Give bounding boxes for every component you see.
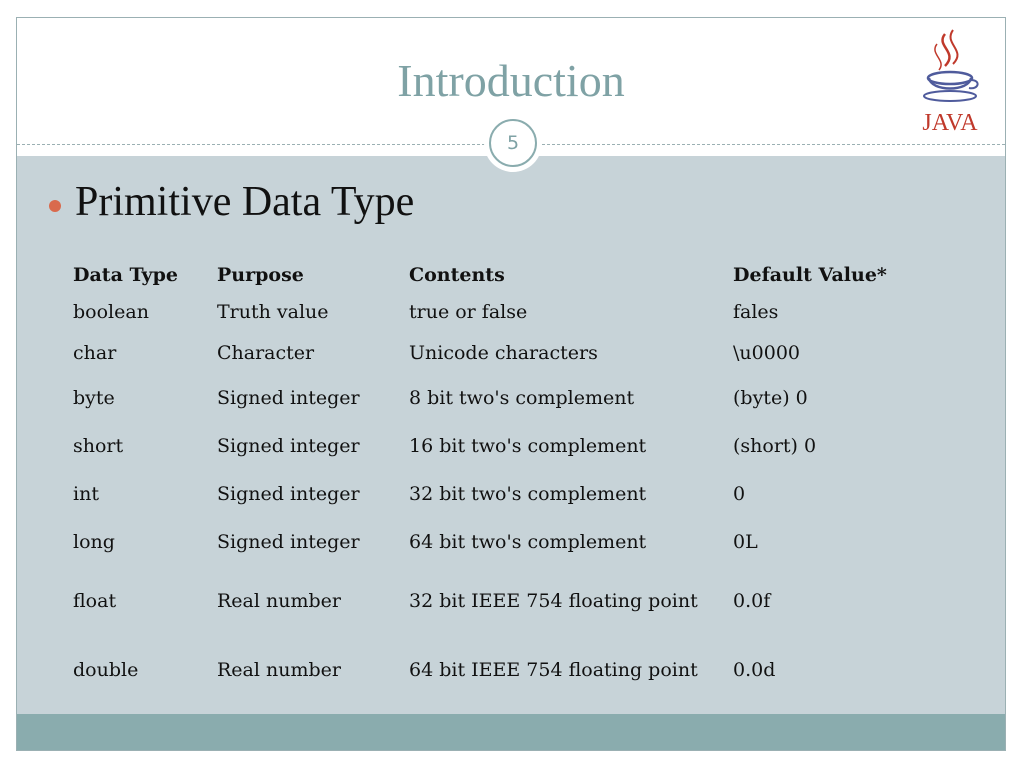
table-row <box>73 332 933 374</box>
cell-contents: 64 bit IEEE 754 floating point <box>409 659 698 681</box>
cell-purpose: Real number <box>217 590 341 612</box>
cell-default-value: (byte) 0 <box>733 387 808 409</box>
table-row <box>73 518 933 566</box>
cell-data-type: float <box>73 590 117 612</box>
data-type-table <box>73 258 933 704</box>
column-header-contents: Contents <box>409 264 505 286</box>
slide-footer <box>17 714 1005 750</box>
java-logo-text: JAVA <box>922 110 978 136</box>
cell-contents: 16 bit two's complement <box>409 435 647 457</box>
cell-default-value: 0L <box>733 531 758 553</box>
cell-purpose: Signed integer <box>217 387 360 409</box>
cell-data-type: double <box>73 659 139 681</box>
cell-contents: 32 bit two's complement <box>409 483 647 505</box>
cell-purpose: Signed integer <box>217 435 360 457</box>
page-number-badge: 5 <box>489 119 537 167</box>
table-row <box>73 292 933 332</box>
column-header-purpose: Purpose <box>217 264 304 286</box>
slide-title: Introduction <box>397 55 625 106</box>
cell-default-value: \u0000 <box>733 342 800 364</box>
table-row <box>73 470 933 518</box>
table-row <box>73 566 933 636</box>
table-row <box>73 636 933 704</box>
cell-contents: true or false <box>409 301 528 323</box>
cell-data-type: long <box>73 531 115 553</box>
table-header-row <box>73 258 933 292</box>
bullet-dot-icon <box>49 200 61 212</box>
cell-purpose: Truth value <box>217 301 329 323</box>
cell-default-value: 0.0d <box>733 659 776 681</box>
cell-purpose: Real number <box>217 659 341 681</box>
slide <box>16 17 1006 751</box>
cell-default-value: (short) 0 <box>733 435 817 457</box>
column-header-data-type: Data Type <box>73 264 178 286</box>
cell-data-type: boolean <box>73 301 149 323</box>
cell-default-value: 0 <box>733 483 746 505</box>
table-row <box>73 422 933 470</box>
section-heading: Primitive Data Type <box>75 179 415 225</box>
cell-purpose: Signed integer <box>217 531 360 553</box>
cell-data-type: int <box>73 483 99 505</box>
cell-purpose: Signed integer <box>217 483 360 505</box>
cell-contents: 32 bit IEEE 754 floating point <box>409 590 698 612</box>
java-logo-icon <box>915 26 985 138</box>
cell-default-value: fales <box>733 301 779 323</box>
cell-data-type: byte <box>73 387 115 409</box>
cell-data-type: char <box>73 342 117 364</box>
cell-default-value: 0.0f <box>733 590 771 612</box>
table-row <box>73 374 933 422</box>
cell-contents: 64 bit two's complement <box>409 531 647 553</box>
cell-data-type: short <box>73 435 124 457</box>
cell-purpose: Character <box>217 342 315 364</box>
cell-contents: Unicode characters <box>409 342 598 364</box>
cell-contents: 8 bit two's complement <box>409 387 635 409</box>
column-header-default-value: Default Value* <box>733 264 887 286</box>
